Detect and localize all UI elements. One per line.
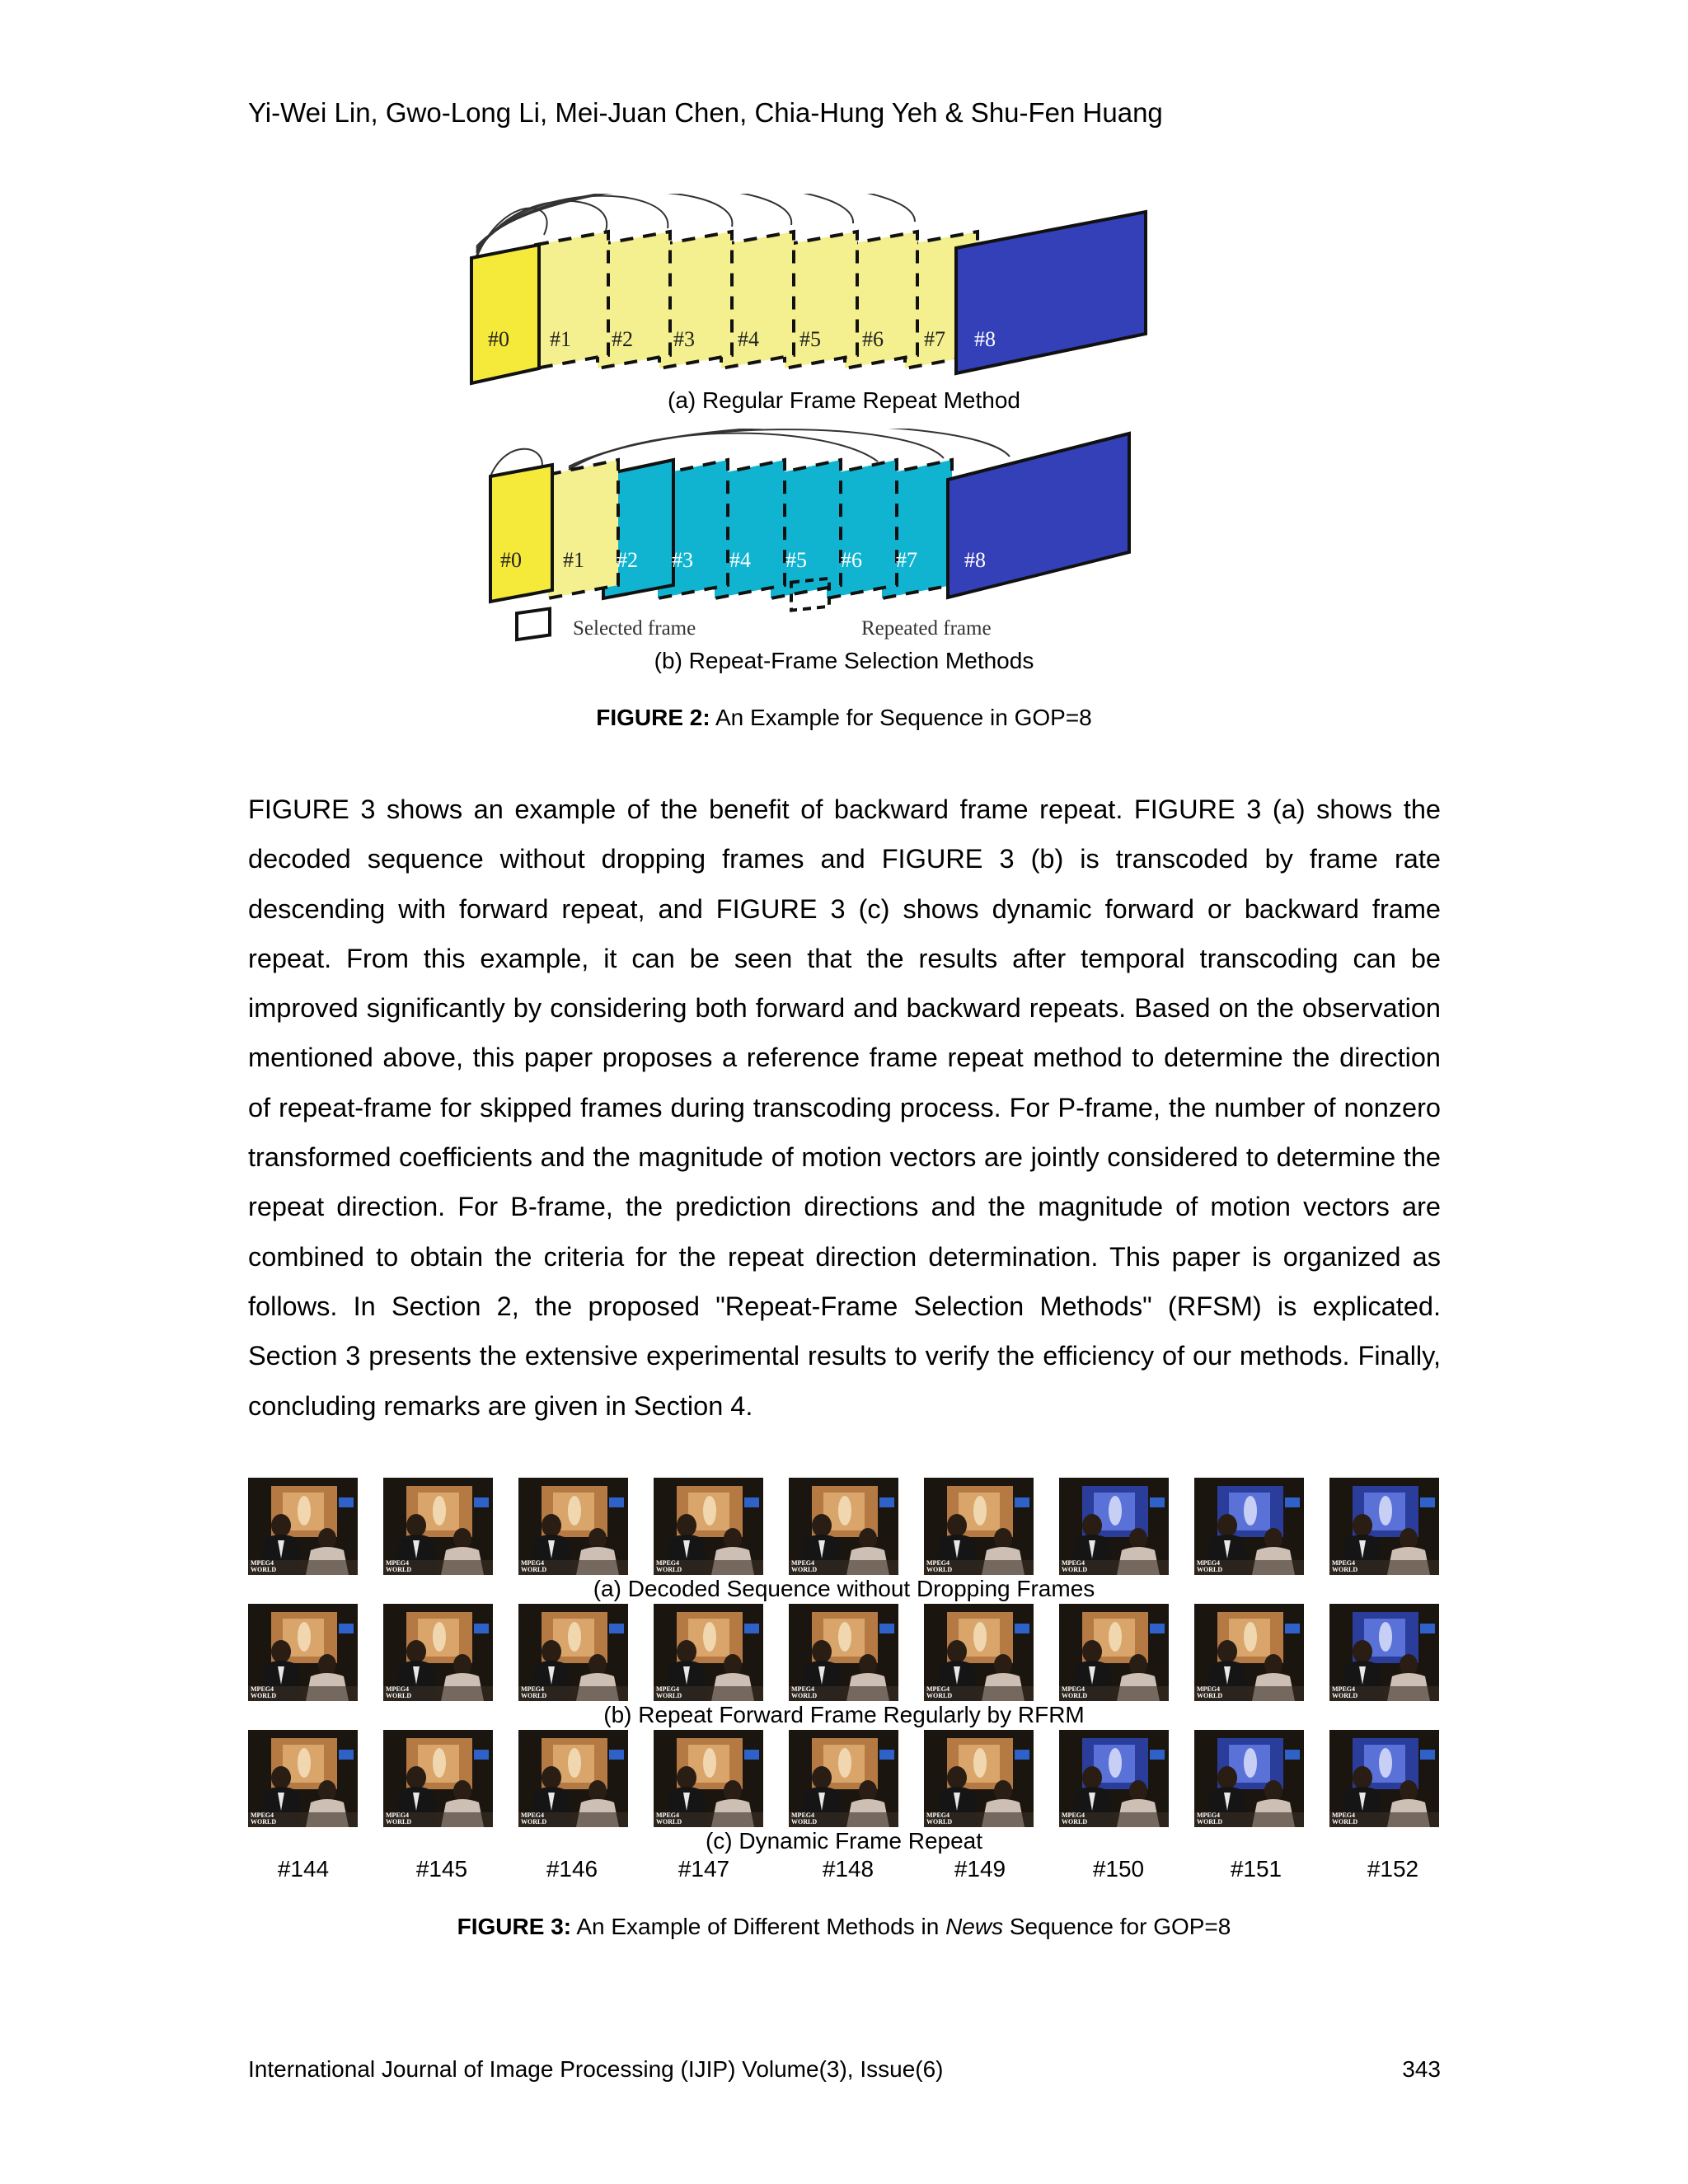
- video-frame-thumbnail: [383, 1604, 493, 1701]
- video-frame-thumbnail: [1194, 1730, 1304, 1827]
- footer-journal: International Journal of Image Processing (IJIP) Volume(3), Issue(6): [248, 2056, 944, 2082]
- frame-label-b-3: #3: [672, 548, 693, 572]
- frame-number-label: #150: [1092, 1856, 1145, 1882]
- svg-text:WORLD: WORLD: [251, 1818, 277, 1825]
- svg-text:MPEG4: MPEG4: [926, 1559, 950, 1567]
- svg-text:WORLD: WORLD: [1062, 1566, 1088, 1573]
- legend-selected-label: Selected frame: [573, 617, 696, 640]
- video-frame-thumbnail: [1059, 1730, 1169, 1827]
- video-frame-thumbnail: [518, 1730, 628, 1827]
- repeated-frame-a-1: [536, 232, 608, 368]
- video-frame-thumbnail: [789, 1730, 898, 1827]
- video-frame-thumbnail: [518, 1604, 628, 1701]
- frame-label-a-2: #2: [612, 327, 633, 351]
- svg-text:MPEG4: MPEG4: [926, 1685, 950, 1693]
- figure2-caption: [0, 705, 1688, 731]
- svg-text:WORLD: WORLD: [1332, 1818, 1358, 1825]
- figure3-caption: [0, 1914, 1688, 1940]
- svg-text:MPEG4: MPEG4: [251, 1559, 274, 1567]
- svg-text:MPEG4: MPEG4: [1332, 1685, 1355, 1693]
- frame-number-label: #148: [822, 1856, 874, 1882]
- figure3-caption-italic: News: [945, 1914, 1004, 1939]
- svg-text:WORLD: WORLD: [1197, 1818, 1223, 1825]
- svg-text:MPEG4: MPEG4: [251, 1685, 274, 1693]
- running-header: Yi-Wei Lin, Gwo-Long Li, Mei-Juan Chen, Chia-Hung Yeh & Shu-Fen Huang: [248, 97, 1163, 128]
- video-frame-thumbnail: [1329, 1604, 1439, 1701]
- frame-number-label: #151: [1230, 1856, 1282, 1882]
- svg-text:WORLD: WORLD: [521, 1692, 547, 1699]
- svg-text:MPEG4: MPEG4: [656, 1811, 679, 1819]
- svg-text:WORLD: WORLD: [656, 1692, 682, 1699]
- svg-text:MPEG4: MPEG4: [1197, 1811, 1220, 1819]
- svg-text:MPEG4: MPEG4: [1062, 1559, 1085, 1567]
- frame-label-b-7: #7: [896, 548, 917, 572]
- frame-label-a-0: #0: [488, 327, 509, 351]
- video-frame-thumbnail: [1194, 1478, 1304, 1575]
- svg-text:MPEG4: MPEG4: [791, 1685, 814, 1693]
- figure2-a-caption: (a) Regular Frame Repeat Method: [668, 387, 1020, 413]
- video-frame-thumbnail: [1059, 1478, 1169, 1575]
- frame-number-label: #147: [678, 1856, 730, 1882]
- video-frame-thumbnail: [654, 1730, 763, 1827]
- svg-text:WORLD: WORLD: [386, 1566, 412, 1573]
- svg-text:WORLD: WORLD: [791, 1692, 818, 1699]
- frame-label-b-6: #6: [841, 548, 862, 572]
- svg-text:MPEG4: MPEG4: [1062, 1685, 1085, 1693]
- svg-text:MPEG4: MPEG4: [656, 1685, 679, 1693]
- video-frame-thumbnail: [1329, 1478, 1439, 1575]
- figure3-row-c-caption: (c) Dynamic Frame Repeat: [705, 1828, 983, 1854]
- frame-label-b-8: #8: [964, 548, 986, 572]
- svg-text:WORLD: WORLD: [791, 1566, 818, 1573]
- video-frame-thumbnail: [924, 1478, 1034, 1575]
- video-frame-thumbnail: [654, 1478, 763, 1575]
- svg-text:WORLD: WORLD: [1062, 1692, 1088, 1699]
- svg-text:MPEG4: MPEG4: [791, 1559, 814, 1567]
- frame-label-a-3: #3: [673, 327, 695, 351]
- svg-text:WORLD: WORLD: [926, 1818, 953, 1825]
- svg-text:MPEG4: MPEG4: [386, 1559, 409, 1567]
- frame-label-b-4: #4: [729, 548, 751, 572]
- svg-text:MPEG4: MPEG4: [521, 1559, 544, 1567]
- video-frame-thumbnail: [248, 1604, 358, 1701]
- video-frame-thumbnail: [789, 1478, 898, 1575]
- legend-repeated-label: Repeated frame: [861, 617, 992, 640]
- svg-text:WORLD: WORLD: [251, 1566, 277, 1573]
- svg-text:WORLD: WORLD: [926, 1692, 953, 1699]
- svg-text:MPEG4: MPEG4: [1197, 1559, 1220, 1567]
- frame-number-label: #146: [546, 1856, 598, 1882]
- frame-label-a-1: #1: [550, 327, 571, 351]
- frame-label-a-5: #5: [799, 327, 821, 351]
- svg-text:MPEG4: MPEG4: [1332, 1811, 1355, 1819]
- svg-text:WORLD: WORLD: [1332, 1692, 1358, 1699]
- frame-label-a-4: #4: [738, 327, 759, 351]
- svg-text:WORLD: WORLD: [656, 1566, 682, 1573]
- repeated-frame-a-5: [785, 232, 857, 368]
- video-frame-thumbnail: [1194, 1604, 1304, 1701]
- video-frame-thumbnail: [518, 1478, 628, 1575]
- svg-text:WORLD: WORLD: [521, 1818, 547, 1825]
- figure2-b-diagram: [482, 429, 1142, 651]
- svg-text:WORLD: WORLD: [1332, 1566, 1358, 1573]
- figure3-caption-label: FIGURE 3:: [457, 1914, 572, 1939]
- frame-number-label: #145: [415, 1856, 468, 1882]
- svg-text:MPEG4: MPEG4: [1197, 1685, 1220, 1693]
- svg-text:MPEG4: MPEG4: [656, 1559, 679, 1567]
- video-frame-thumbnail: [1329, 1730, 1439, 1827]
- figure2-caption-text: An Example for Sequence in GOP=8: [710, 705, 1092, 730]
- figure2-b-caption: (b) Repeat-Frame Selection Methods: [654, 648, 1034, 673]
- video-frame-thumbnail: [383, 1478, 493, 1575]
- svg-text:MPEG4: MPEG4: [386, 1685, 409, 1693]
- figure3-row-a-caption: (a) Decoded Sequence without Dropping Frames: [593, 1576, 1095, 1601]
- video-frame-thumbnail: [383, 1730, 493, 1827]
- svg-text:MPEG4: MPEG4: [521, 1811, 544, 1819]
- svg-text:WORLD: WORLD: [926, 1566, 953, 1573]
- svg-text:MPEG4: MPEG4: [1332, 1559, 1355, 1567]
- figure2-a-diagram: [470, 194, 1154, 387]
- figure3-caption-text-end: Sequence for GOP=8: [1003, 1914, 1231, 1939]
- video-frame-thumbnail: [654, 1604, 763, 1701]
- svg-text:MPEG4: MPEG4: [1062, 1811, 1085, 1819]
- video-frame-thumbnail: [924, 1604, 1034, 1701]
- svg-text:MPEG4: MPEG4: [791, 1811, 814, 1819]
- video-frame-thumbnail: [248, 1730, 358, 1827]
- frame-label-b-1: #1: [563, 548, 584, 572]
- video-frame-thumbnail: [924, 1730, 1034, 1827]
- frame-number-label: #144: [277, 1856, 330, 1882]
- figure3-caption-text: An Example of Different Methods in: [571, 1914, 946, 1939]
- frame-label-b-0: #0: [500, 548, 522, 572]
- body-paragraph: FIGURE 3 shows an example of the benefit of backward frame repeat. FIGURE 3 (a) shows the decoded sequence without dropping frames and FIGURE 3 (b) is transcoded by frame rate descending with forward repeat, and FIGURE 3 (c) shows dynamic forward or backward frame repeat. From this example, it can be seen that the results after temporal transcoding can be improved significantly by considering both forward and backward repeats. Based on the observation mentioned above, this paper proposes a reference frame repeat method to determine the direction of repeat-frame for skipped frames during transcoding process. For P-frame, the number of nonzero transformed coefficients and the magnitude of motion vectors are jointly considered to determine the repeat direction. For B-frame, the prediction directions and the magnitude of motion vectors are combined to obtain the criteria for the repeat direction determination. This paper is organized as follows. In Section 2, the proposed "Repeat-Frame Selection Methods" (RFSM) is explicated. Section 3 presents the extensive experimental results to verify the efficiency of our methods. Finally, concluding remarks are given in Section 4.: [248, 794, 1441, 1421]
- figure3-row-b-caption: (b) Repeat Forward Frame Regularly by RFRM: [603, 1702, 1085, 1727]
- svg-text:MPEG4: MPEG4: [251, 1811, 274, 1819]
- svg-text:MPEG4: MPEG4: [386, 1811, 409, 1819]
- svg-text:WORLD: WORLD: [251, 1692, 277, 1699]
- svg-text:WORLD: WORLD: [791, 1818, 818, 1825]
- svg-text:MPEG4: MPEG4: [521, 1685, 544, 1693]
- figure2-caption-label: FIGURE 2:: [596, 705, 710, 730]
- svg-text:WORLD: WORLD: [386, 1692, 412, 1699]
- frame-label-b-2: #2: [617, 548, 638, 572]
- video-frame-thumbnail: [789, 1604, 898, 1701]
- frame-label-b-5: #5: [785, 548, 807, 572]
- svg-text:WORLD: WORLD: [1062, 1818, 1088, 1825]
- svg-text:MPEG4: MPEG4: [926, 1811, 950, 1819]
- page-number: 343: [1402, 2056, 1441, 2082]
- frame-label-a-8: #8: [974, 327, 996, 351]
- svg-text:WORLD: WORLD: [521, 1566, 547, 1573]
- video-frame-thumbnail: [1059, 1604, 1169, 1701]
- video-frame-thumbnail: [248, 1478, 358, 1575]
- svg-text:WORLD: WORLD: [1197, 1692, 1223, 1699]
- svg-text:WORLD: WORLD: [656, 1818, 682, 1825]
- svg-text:WORLD: WORLD: [386, 1818, 412, 1825]
- svg-text:WORLD: WORLD: [1197, 1566, 1223, 1573]
- repeated-frame-b-1: [548, 460, 618, 598]
- frame-number-label: #149: [954, 1856, 1006, 1882]
- frame-label-a-7: #7: [924, 327, 945, 351]
- frame-label-a-6: #6: [862, 327, 884, 351]
- frame-number-label: #152: [1367, 1856, 1419, 1882]
